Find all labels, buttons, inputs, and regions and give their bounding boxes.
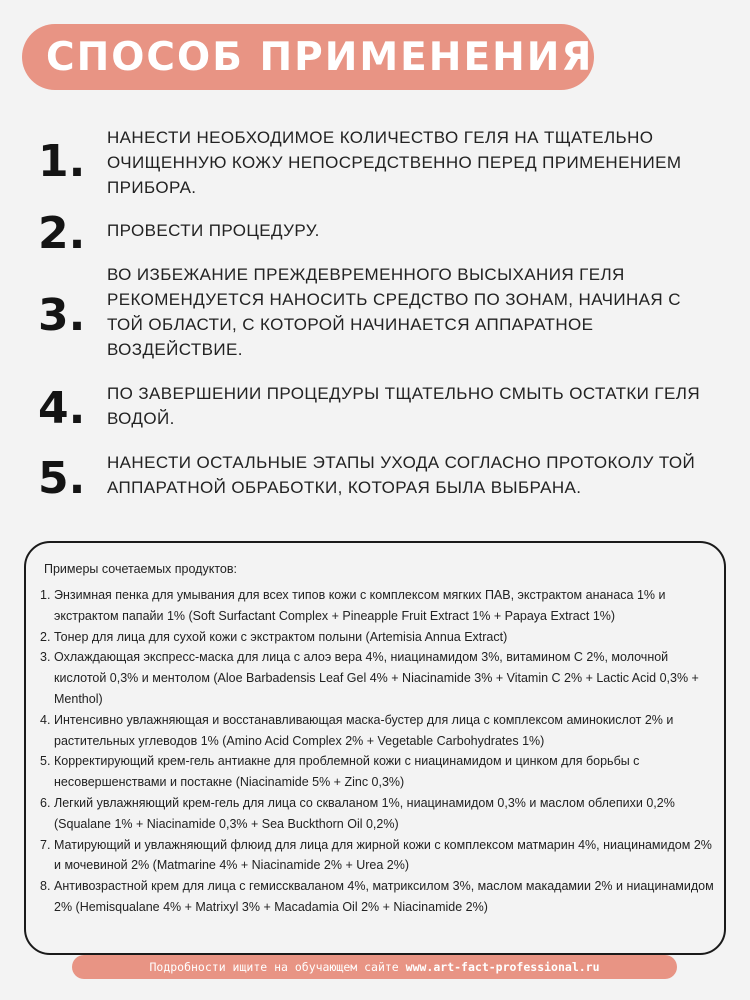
product-number: 5.: [40, 754, 51, 769]
product-item: [40, 710, 716, 752]
product-text: Легкий увлажняющий крем-гель для лица со скваланом 1%, ниацинамидом 0,3% и маслом облепихи 0,2% (Squalane 1% + Niacinamide 0,3% + Sea Buckthorn Oil 0,2%): [54, 795, 675, 831]
footer-site-link[interactable]: www.art-fact-professional.ru: [405, 960, 600, 974]
step-text: ПРОВЕСТИ ПРОЦЕДУРУ.: [107, 221, 320, 240]
step-number: 5.: [38, 453, 86, 504]
product-number: 6.: [40, 795, 51, 810]
product-item: [40, 647, 716, 709]
step-text: ПО ЗАВЕРШЕНИИ ПРОЦЕДУРЫ ТЩАТЕЛЬНО СМЫТЬ ОСТАТКИ ГЕЛЯ ВОДОЙ.: [107, 384, 701, 428]
product-text: Антивозрастной крем для лица с гемисскваланом 4%, матриксилом 3%, маслом макадамии 2% и ниацинамидом 2% (Hemisqualane 4% + Matrixyl 3% + Macadamia Oil 2% + Niacinamide 2%): [54, 879, 714, 914]
step-text: НАНЕСТИ ОСТАЛЬНЫЕ ЭТАПЫ УХОДА СОГЛАСНО ПРОТОКОЛУ ТОЙ АППАРАТНОЙ ОБРАБОТКИ, КОТОРАЯ БЫЛА ВЫБРАНА.: [107, 453, 696, 497]
product-text: Интенсивно увлажняющая и восстанавливающая маска-бустер для лица с комплексом аминокислот 2% и растительных углеводов 1% (Amino Acid Complex 2% + Vegetable Carbohydrates 1%): [54, 712, 674, 748]
product-item: [40, 876, 716, 918]
product-number: 7.: [40, 837, 51, 852]
product-text: Матирующий и увлажняющий флюид для лица для жирной кожи с комплексом матмарин 4%, ниацинамидом 2% и мочевиной 2% (Matmarine 4% + Niacinamide 2% + Urea 2%): [54, 837, 712, 873]
product-text: Охлаждающая экспресс-маска для лица с алоэ вера 4%, ниацинамидом 3%, витамином С 2%, молочной кислотой 0,3% и ментолом (Aloe Barbadensis Leaf Gel 4% + Niacinamide 3% + Vitamin C 2% + Lactic Acid 0,3% + Menthol): [54, 650, 699, 706]
product-text: Энзимная пенка для умывания для всех типов кожи с комплексом мягких ПАВ, экстрактом ананаса 1% и экстрактом папайи 1% (Soft Surfactant Complex + Pineapple Fruit Extract 1% + Papaya Extract 1%): [54, 588, 666, 623]
product-text: Тонер для лица для сухой кожи с экстрактом полыни (Artemisia Annua Extract): [54, 629, 508, 644]
product-text: Корректирующий крем-гель антиакне для проблемной кожи с ниацинамидом и цинком для борьбы с несовершенствами и постакне (Niacinamide 5% + Zinc 0,3%): [54, 754, 640, 790]
product-item: [40, 585, 716, 627]
step-number: 3.: [38, 290, 86, 341]
product-number: 3.: [40, 650, 51, 665]
products-box: [24, 541, 726, 955]
product-number: 4.: [40, 712, 51, 727]
footer-text: Подробности ищите на обучающем сайте: [149, 960, 399, 974]
step-text: НАНЕСТИ НЕОБХОДИМОЕ КОЛИЧЕСТВО ГЕЛЯ НА ТЩАТЕЛЬНО ОЧИЩЕННУЮ КОЖУ НЕПОСРЕДСТВЕННО ПЕРЕД ПРИМЕНЕНИЕМ ПРИБОРА.: [107, 128, 682, 197]
products-list: [40, 585, 716, 918]
product-number: 2.: [40, 629, 51, 644]
title-banner: [22, 24, 594, 90]
products-heading: Примеры сочетаемых продуктов:: [44, 562, 237, 576]
product-item: [40, 835, 716, 877]
product-number: 8.: [40, 879, 51, 894]
product-item: [40, 627, 716, 648]
page-title: СПОСОБ ПРИМЕНЕНИЯ: [46, 34, 594, 80]
product-item: [40, 751, 716, 793]
step-number: 2.: [38, 208, 86, 259]
product-number: 1.: [40, 588, 51, 602]
step-number: 4.: [38, 383, 86, 434]
footer-banner: [72, 955, 677, 979]
step-text: ВО ИЗБЕЖАНИЕ ПРЕЖДЕВРЕМЕННОГО ВЫСЫХАНИЯ ГЕЛЯ РЕКОМЕНДУЕТСЯ НАНОСИТЬ СРЕДСТВО ПО ЗОНАМ, НАЧИНАЯ С ТОЙ ОБЛАСТИ, С КОТОРОЙ НАЧИНАЕТСЯ АППАРАТНОЕ ВОЗДЕЙСТВИЕ.: [107, 265, 681, 359]
product-item: [40, 793, 716, 835]
step-number: 1.: [38, 136, 86, 187]
